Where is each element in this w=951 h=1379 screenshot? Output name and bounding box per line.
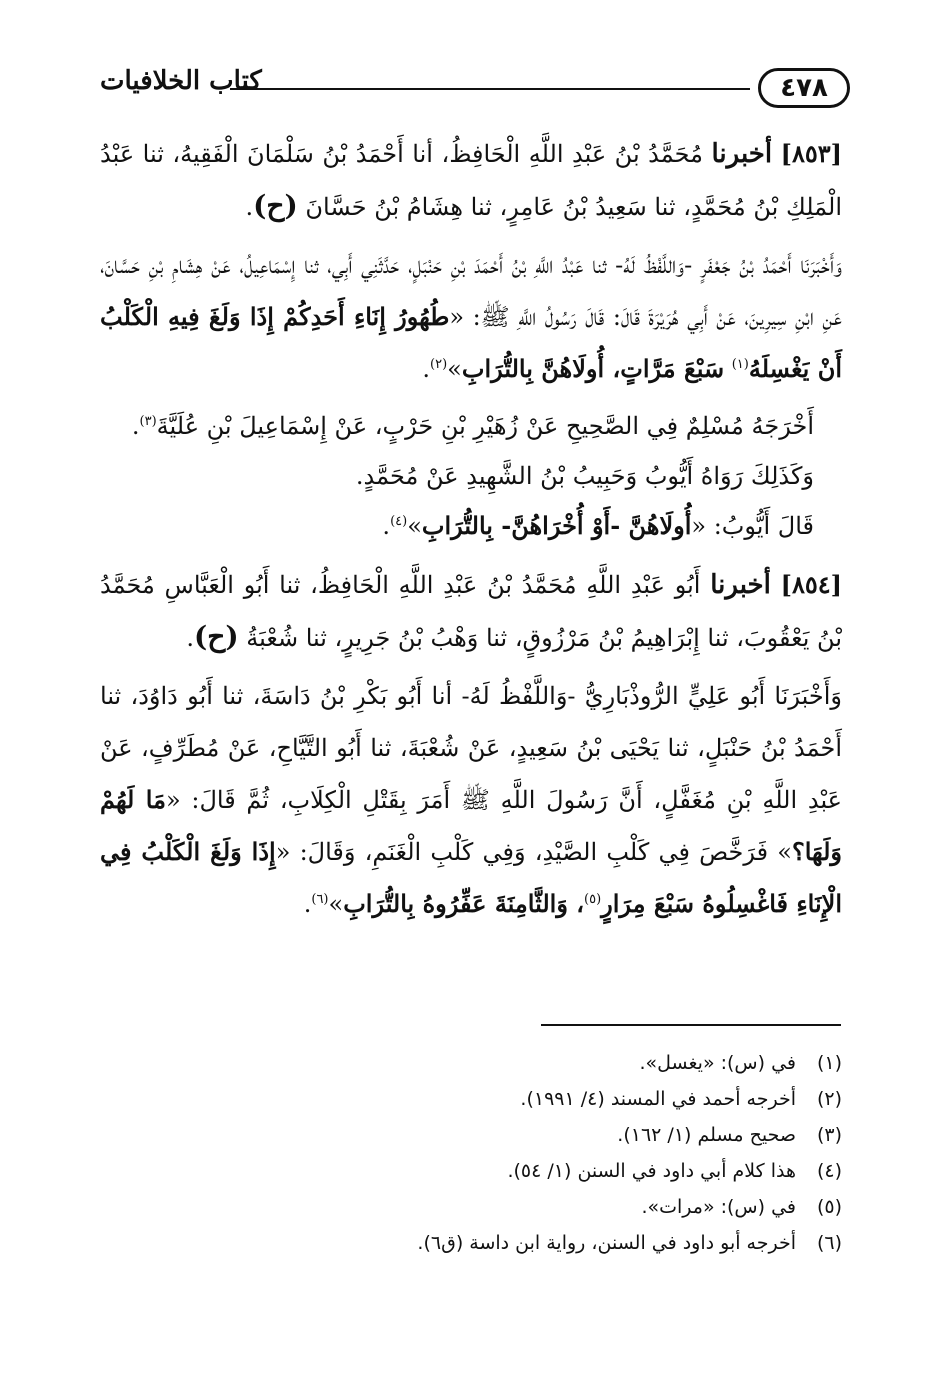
hadith-853-isnad-1: [٨٥٣] أخبرنا مُحَمَّدُ بْنُ عَبْدِ اللَّهِ الْحَافِظُ، أنا أَحْمَدُ بْنُ سَلْمَانَ الْفَقِيهُ، ثنا عَبْدُ الْمَلِكِ بْنُ مُحَمَّدٍ، ثنا سَعِيدُ بْنُ عَامِرٍ، ثنا هِشَامُ بْنُ حَسَّانَ (ح). [100,139,842,222]
tahwil-mark: (ح) [194,620,239,653]
hadith-854-isnad-2: وَأَخْبَرَنَا أَبُو عَلِيٍّ الرُّوذْبَارِيُّ -وَاللَّفْظُ لَهُ- أنا أَبُو بَكْرِ بْنُ دَاسَةَ، ثنا أَبُو دَاوُدَ، ثنا أَحْمَدُ بْنُ حَنْبَلٍ، ثنا يَحْيَى بْنُ سَعِيدٍ، عَنْ شُعْبَةَ، ثنا أَبُو التَّيَّاحِ، عَنْ مُطَرِّفٍ، عَنْ عَبْدِ اللَّهِ بْنِ مُغَفَّلٍ، أَنَّ رَسُولَ اللَّهِ ﷺ أَمَرَ بِقَتْلِ الْكِلَابِ، ثُمَّ قَالَ: «مَا لَهُمْ وَلَهَا؟» فَرَخَّصَ فِي كَلْبِ الصَّيْدِ، وَفِي كَلْبِ الْغَنَمِ، وَقَالَ: «إِذَا وَلَغَ الْكَلْبُ فِي الْإِنَاءِ فَاغْسِلُوهُ سَبْعَ مِرَارٍ$^{(٥)}$، وَالثَّامِنَةَ عَفِّرُوهُ بِالتُّرَابِ»$^{(٦)}$. [100,682,843,918]
hadith-853-isnad-2: وَأَخْبَرَنَا أَحْمَدُ بْنُ جَعْفَرٍ -وَاللَّفْظُ لَهُ- ثنا عَبْدُ اللَّهِ بْنُ أَحْمَدَ بْنِ حَنْبَلٍ، حَدَّثَنِي أَبِي، ثنا إِسْمَاعِيلُ، عَنْ هِشَامِ بْنِ حَسَّانَ، عَنِ ابْنِ سِيرِينَ، عَنْ أَبِي هُرَيْرَةَ قَالَ: قَالَ رَسُولُ اللَّهِ ﷺ: «طُهُورُ إِنَاءِ أَحَدِكُمْ إِذَا وَلَغَ فِيهِ الْكَلْبُ أَنْ يَغْسِلَهُ$^{(١)}$ سَبْعَ مَرَّاتٍ، أُولَاهُنَّ بِالتُّرَابِ»$^{(٢)}$. [100,251,842,383]
footnote-item [100,1154,842,1188]
isnad-text: أَبُو عَبْدِ اللَّهِ مُحَمَّدُ بْنُ عَبْدِ اللَّهِ الْحَافِظُ، ثنا أَبُو الْعَبَّاسِ مُحَمَّدُ بْنُ يَعْقُوبَ، ثنا إِبْرَاهِيمُ بْنُ مَرْزُوقٍ، ثنا وَهْبُ بْنُ جَرِيرٍ، ثنا شُعْبَةُ [100,571,842,652]
footnote-item [100,1046,842,1080]
tahwil-mark: (ح) [253,189,298,222]
footnote-ref: (٢) [430,357,448,372]
footnote-number: (١) [816,1052,842,1074]
matn-text: طُهُورُ إِنَاءِ أَحَدِكُمْ إِذَا وَلَغَ فِيهِ الْكَلْبُ أَنْ يَغْسِلَهُ [100,302,842,383]
isnad-text: مُحَمَّدُ بْنُ عَبْدِ اللَّهِ الْحَافِظُ، أنا أَحْمَدُ بْنُ سَلْمَانَ الْفَقِيهُ، ثنا عَبْدُ الْمَلِكِ بْنُ مُحَمَّدٍ، ثنا سَعِيدُ بْنُ عَامِرٍ، ثنا هِشَامُ بْنُ حَسَّانَ [100,140,842,221]
footnote-text: أخرجه أبو داود في السنن، رواية ابن داسة (ق٦). [417,1232,796,1254]
footnote-number: (٥) [816,1196,842,1218]
footnote-item [100,1082,842,1116]
riwaya-ayyub [100,451,842,501]
isnad-text: وَأَخْبَرَنَا أَبُو عَلِيٍّ الرُّوذْبَارِيُّ -وَاللَّفْظُ لَهُ- أنا أَبُو بَكْرِ بْنُ دَاسَةَ، ثنا أَبُو دَاوُدَ، ثنا أَحْمَدُ بْنُ حَنْبَلٍ، ثنا يَحْيَى بْنُ سَعِيدٍ، عَنْ شُعْبَةَ، ثنا أَبُو التَّيَّاحِ، عَنْ مُطَرِّفٍ، عَنْ عَبْدِ اللَّهِ بْنِ مُغَفَّلٍ، أَنَّ رَسُولَ اللَّهِ ﷺ أَمَرَ بِقَتْلِ الْكِلَابِ، ثُمَّ قَالَ: « [100,682,843,814]
footnote-item [100,1118,842,1152]
page-number: ٤٧٨ [758,68,850,108]
main-text [100,128,842,936]
footnote-item [100,1226,842,1260]
hadith-number: [٨٥٤] [780,570,842,599]
footnote-text: صحيح مسلم (١/ ١٦٢). [617,1124,796,1146]
matn-text: إِذَا وَلَغَ الْكَلْبُ فِي الْإِنَاءِ فَاغْسِلُوهُ سَبْعَ مِرَارٍ [100,837,842,918]
takhrij-muslim: أَخْرَجَهُ مُسْلِمٌ فِي الصَّحِيحِ عَنْ زُهَيْرِ بْنِ حَرْبٍ، عَنْ إِسْمَاعِيلَ بْنِ عُلَيَّةَ$^{(٣)}$. [131,412,814,440]
takhrij-text: أَخْرَجَهُ مُسْلِمٌ فِي الصَّحِيحِ عَنْ زُهَيْرِ بْنِ حَرْبٍ، عَنْ إِسْمَاعِيلَ بْنِ عُلَيَّةَ [156,412,814,440]
narration-text: » فَرَخَّصَ فِي كَلْبِ الصَّيْدِ، وَفِي كَلْبِ الْغَنَمِ، وَقَالَ: « [275,838,792,866]
hadith-number: [٨٥٣] [780,139,842,168]
footnote-separator [541,1024,841,1026]
footnote-number: (٣) [816,1124,842,1146]
footnote-number: (٢) [816,1088,842,1110]
footnote-ref: (١) [731,357,749,372]
footnote-ref: (٥) [584,892,602,907]
book-title: كتاب الخلافيات [100,66,262,96]
matn-text: سَبْعَ مَرَّاتٍ، أُولَاهُنَّ بِالتُّرَابِ [461,354,725,383]
footnote-ref: (٣) [139,414,157,429]
akhbarana-label: أخبرنا [711,139,773,169]
page-header [100,62,850,118]
riwaya-text: وَكَذَلِكَ رَوَاهُ أَيُّوبُ وَحَبِيبُ بْنُ الشَّهِيدِ عَنْ مُحَمَّدٍ. [355,462,814,490]
qala-text: قَالَ أَيُّوبُ: « [691,512,814,540]
matn-text: ، وَالثَّامِنَةَ عَفِّرُوهُ بِالتُّرَابِ [343,889,585,918]
footnote-ref: (٦) [311,892,329,907]
footnote-text: أخرجه أحمد في المسند (٤/ ١٩٩١). [520,1088,796,1110]
akhbarana-label: أخبرنا [710,570,771,600]
qala-ayyub: قَالَ أَيُّوبُ: «أُولَاهُنَّ -أَوْ أُخْرَاهُنَّ- بِالتُّرَابِ»$^{(٤)}$. [382,511,814,540]
footnote-text: في (س): «يغسل». [639,1052,796,1074]
footnote-number: (٦) [816,1232,842,1254]
footnote-number: (٤) [816,1160,842,1182]
footnote-ref: (٤) [390,514,408,529]
header-rule [230,88,750,90]
matn-text: أُولَاهُنَّ -أَوْ أُخْرَاهُنَّ- بِالتُّرَابِ [421,511,692,540]
matn-text: مَا لَهُمْ وَلَهَا؟ [100,785,842,866]
footnotes [100,1046,842,1262]
footnote-item [100,1190,842,1224]
hadith-854-isnad-1: [٨٥٤] أخبرنا أَبُو عَبْدِ اللَّهِ مُحَمَّدُ بْنُ عَبْدِ اللَّهِ الْحَافِظُ، ثنا أَبُو الْعَبَّاسِ مُحَمَّدُ بْنُ يَعْقُوبَ، ثنا إِبْرَاهِيمُ بْنُ مَرْزُوقٍ، ثنا وَهْبُ بْنُ جَرِيرٍ، ثنا شُعْبَةُ (ح). [100,570,842,653]
footnote-text: هذا كلام أبي داود في السنن (١/ ٥٤). [507,1160,796,1182]
isnad-text: وَأَخْبَرَنَا أَحْمَدُ بْنُ جَعْفَرٍ -وَاللَّفْظُ لَهُ- ثنا عَبْدُ اللَّهِ بْنُ أَحْمَدَ بْنِ حَنْبَلٍ، حَدَّثَنِي أَبِي، ثنا إِسْمَاعِيلُ، عَنْ هِشَامِ بْنِ حَسَّانَ، عَنِ ابْنِ سِيرِينَ، عَنْ أَبِي هُرَيْرَةَ قَالَ: قَالَ رَسُولُ اللَّهِ ﷺ: « [100,251,842,331]
footnote-text: في (س): «مرات». [641,1196,796,1218]
